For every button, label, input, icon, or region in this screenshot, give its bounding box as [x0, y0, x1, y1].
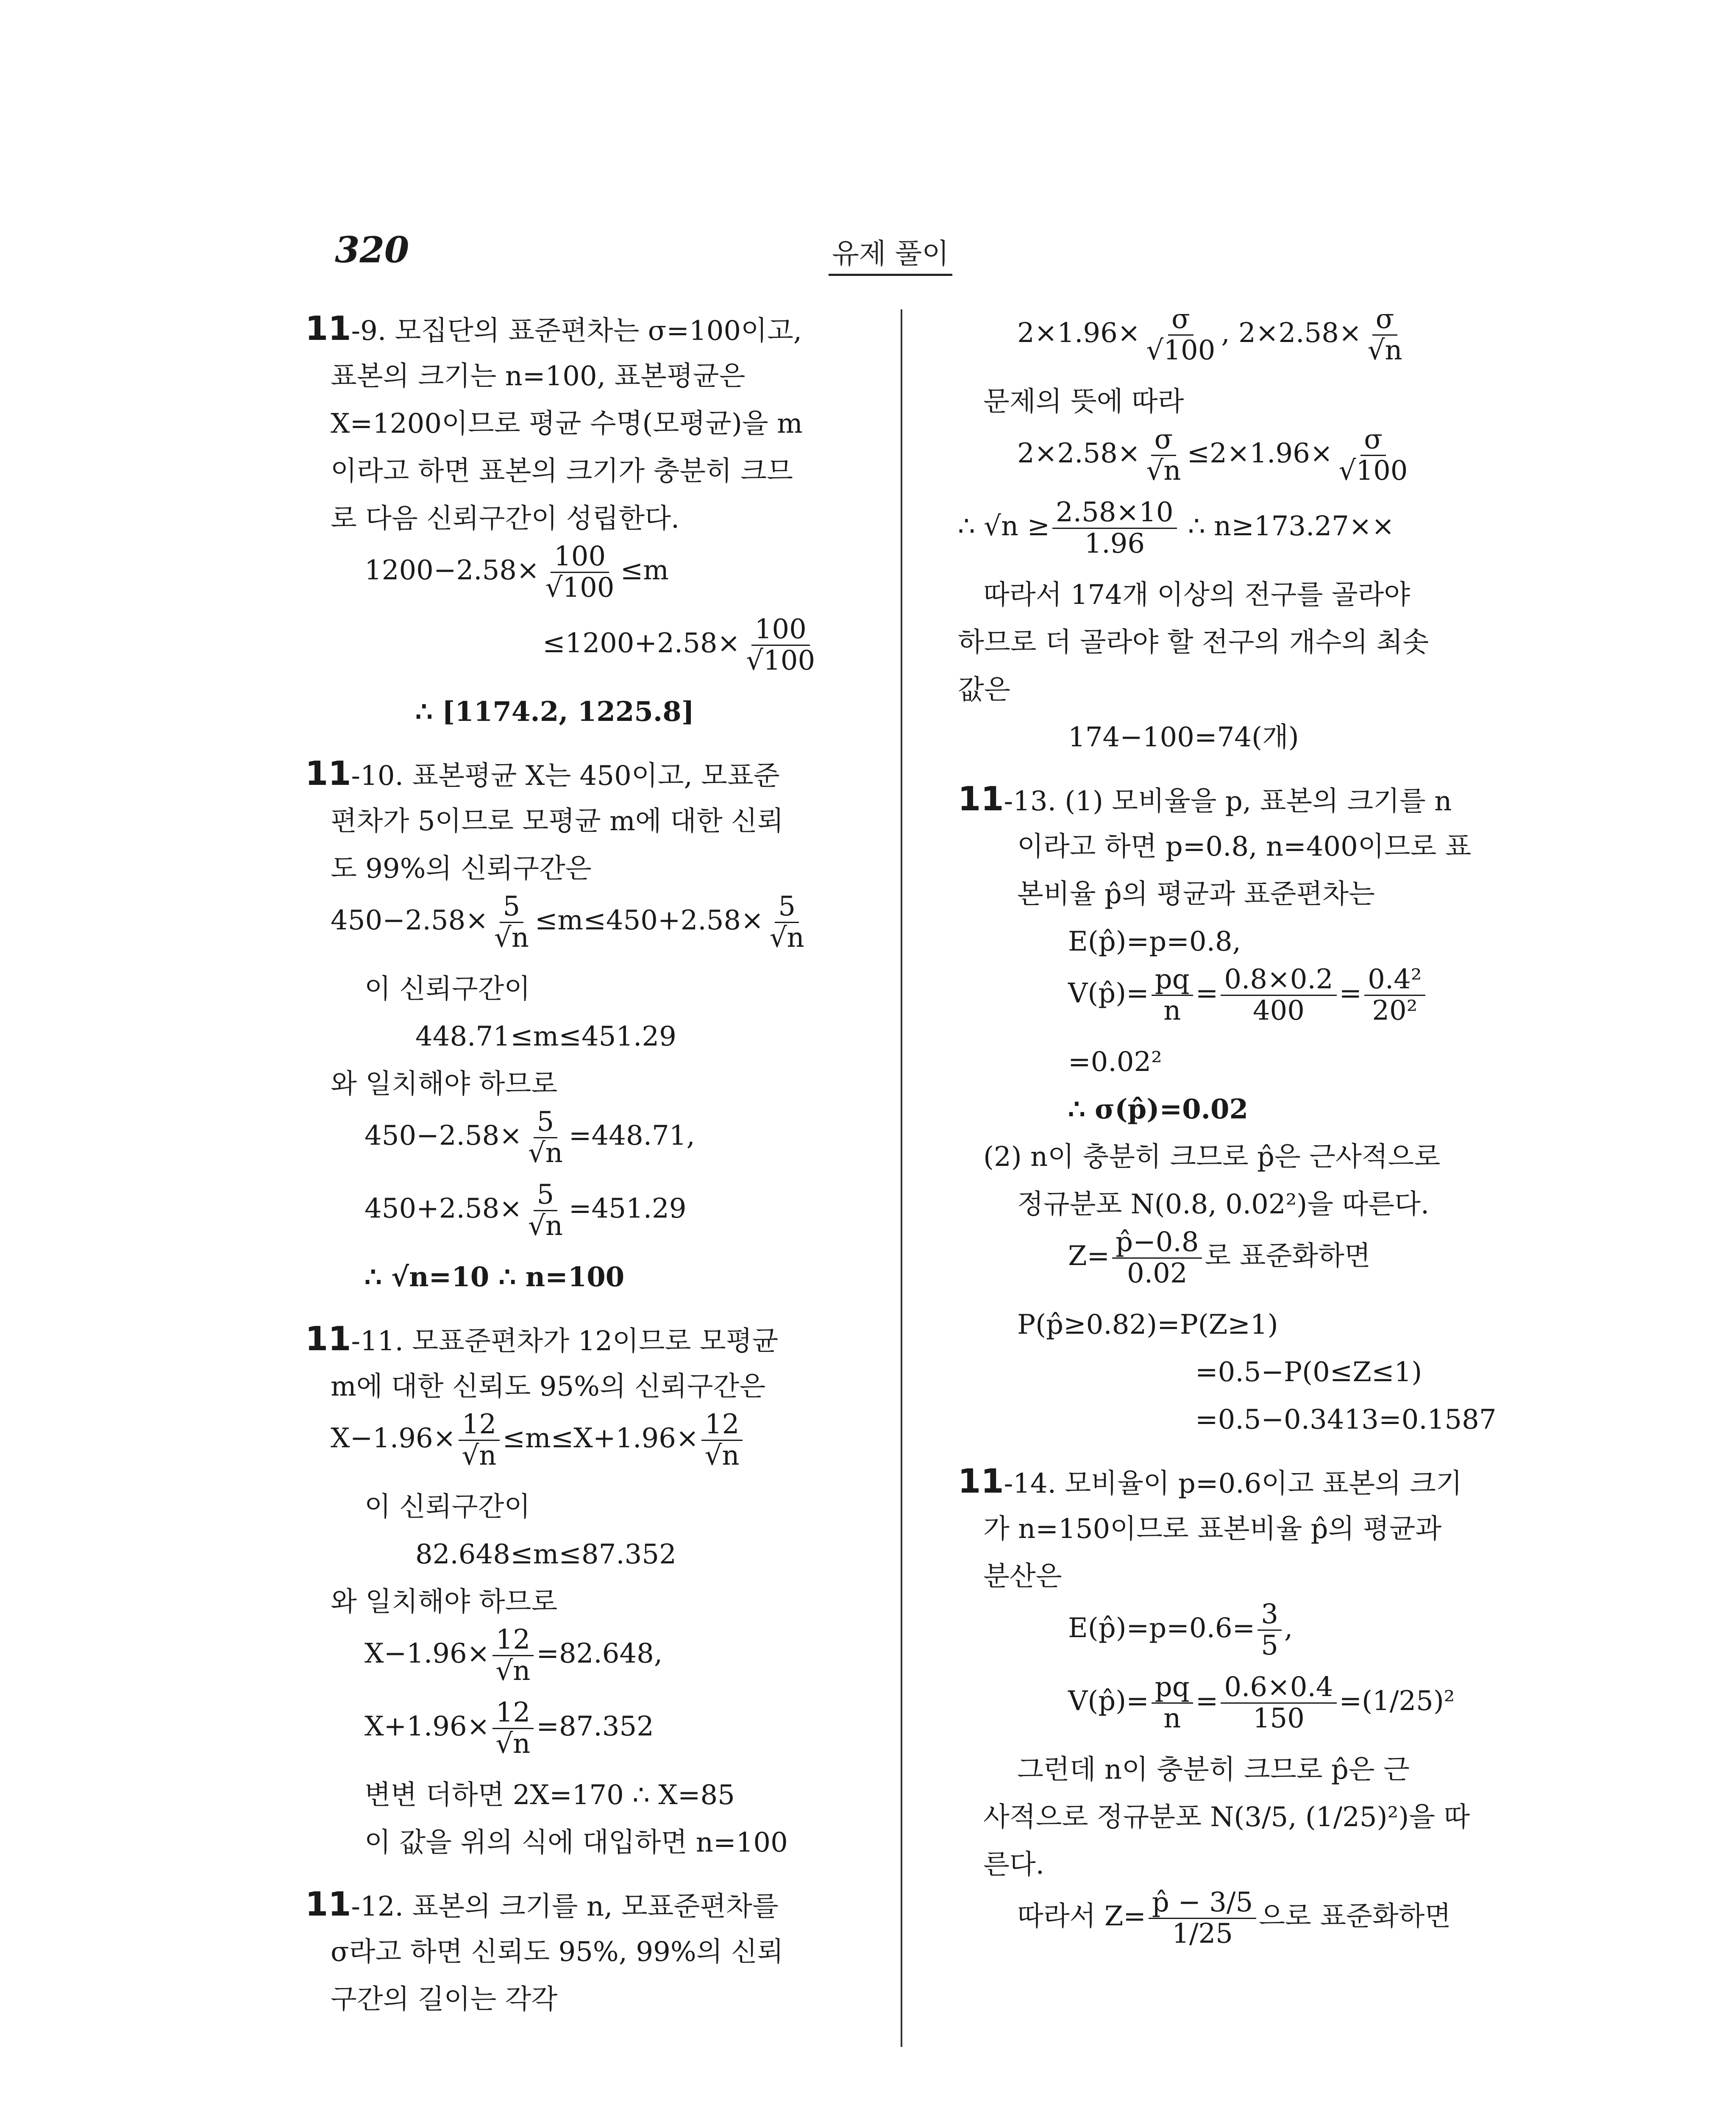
expr-part: ≤m≤X+1.96× — [502, 1423, 699, 1454]
fraction — [1152, 965, 1193, 1025]
text-line — [305, 688, 869, 736]
fraction-denominator: √n — [495, 1655, 531, 1687]
line-text: (2) n이 충분히 크므로 p̂은 근사적으로 — [983, 1141, 1441, 1173]
fraction-numerator: 5 — [534, 1181, 558, 1211]
line-text: ∴ [1174.2, 1225.8] — [415, 696, 694, 728]
fraction-denominator: n — [1163, 995, 1181, 1027]
section-gap — [305, 1866, 869, 1881]
fraction-denominator: √n — [495, 1728, 531, 1760]
line-text: 값은 — [958, 674, 1010, 706]
expr-part: ∴ n≥173.27×× — [1179, 511, 1395, 542]
fraction — [1335, 425, 1411, 485]
text-line — [305, 798, 869, 845]
text-line — [958, 965, 1522, 1038]
line-text: 이 신뢰구간이 — [364, 973, 531, 1005]
text-line — [305, 965, 869, 1013]
section-gap — [305, 1301, 869, 1315]
text-line — [958, 1458, 1522, 1505]
fraction-numerator: σ — [1372, 305, 1398, 336]
expr-part: =451.29 — [568, 1193, 687, 1225]
page-number: 320 — [335, 229, 409, 271]
fraction — [1152, 1673, 1193, 1733]
expr-part: ≤m≤450+2.58× — [534, 905, 764, 937]
expr-part: ≤m — [620, 555, 669, 587]
section-gap — [958, 1443, 1522, 1458]
expr-part: ∴ √n ≥ — [958, 511, 1050, 542]
text-line — [958, 1505, 1522, 1553]
fraction-numerator: 12 — [701, 1410, 743, 1441]
expr-part: V(p̂)= — [1068, 1685, 1149, 1717]
expr-part: 450+2.58× — [364, 1193, 522, 1225]
problem-label: -10. — [351, 760, 412, 792]
text-line — [958, 1841, 1522, 1888]
fraction — [1221, 1673, 1336, 1733]
text-line — [305, 1060, 869, 1108]
problem-label: -11. — [351, 1326, 412, 1357]
line-text: 모집단의 표준편차는 σ=100이고, — [395, 315, 802, 347]
line-text: =0.5−P(0≤Z≤1) — [1195, 1357, 1422, 1388]
expr-part: = — [1339, 978, 1362, 1009]
section-gap — [305, 736, 869, 750]
text-line — [305, 353, 869, 400]
expr-part: , 2×2.58× — [1221, 317, 1362, 349]
text-line — [305, 1531, 869, 1578]
text-line — [958, 1038, 1522, 1086]
expr-part: X+1.96× — [364, 1711, 490, 1743]
text-line — [958, 1553, 1522, 1600]
expr-part: 450−2.58× — [364, 1120, 522, 1152]
text-line — [958, 1746, 1522, 1794]
text-line — [305, 305, 869, 353]
fraction-numerator: p̂ − 3/5 — [1149, 1888, 1256, 1919]
fraction — [701, 1410, 743, 1470]
right-column — [958, 305, 1522, 1961]
left-column — [305, 305, 869, 2023]
line-text: 와 일치해야 하므로 — [331, 1586, 558, 1618]
fraction-numerator: 12 — [459, 1410, 500, 1441]
line-text: 따라서 174개 이상의 전구를 골라야 — [983, 579, 1410, 611]
fraction — [525, 1181, 566, 1240]
text-line — [958, 1301, 1522, 1349]
expr-part: E(p̂)=p=0.6= — [1068, 1613, 1255, 1644]
line-text: 이 값을 위의 식에 대입하면 n=100 — [364, 1827, 788, 1858]
fraction-numerator: pq — [1152, 1673, 1193, 1704]
line-text: (1) 모비율을 p, 표본의 크기를 n — [1065, 786, 1452, 817]
expr-part: 2×2.58× — [1017, 438, 1141, 470]
expr-part: ≤2×1.96× — [1187, 438, 1333, 470]
problem-number: 11 — [958, 1463, 1004, 1501]
text-line — [958, 776, 1522, 823]
fraction-denominator: √100 — [1338, 455, 1408, 487]
fraction-numerator: σ — [1360, 425, 1386, 456]
line-text: 정규분포 N(0.8, 0.02²)을 따른다. — [1017, 1189, 1430, 1220]
text-line — [305, 1315, 869, 1363]
fraction-numerator: σ — [1168, 305, 1194, 336]
line-text: m에 대한 신뢰도 95%의 신뢰구간은 — [331, 1371, 766, 1402]
fraction-denominator: √n — [769, 922, 804, 954]
fraction-denominator: n — [1163, 1703, 1181, 1735]
fraction-numerator: 2.58×10 — [1052, 498, 1177, 529]
expr-part: = — [1195, 1685, 1219, 1717]
expr-part: =(1/25)² — [1339, 1685, 1455, 1717]
fraction — [1143, 305, 1219, 365]
problem-number: 11 — [958, 780, 1004, 818]
line-text: 가 n=150이므로 표본비율 p̂의 평균과 — [983, 1513, 1442, 1545]
text-line — [305, 1108, 869, 1181]
expr-part: 2×1.96× — [1017, 317, 1141, 349]
text-line — [305, 1819, 869, 1866]
line-text: 모표준편차가 12이므로 모평균 — [412, 1326, 779, 1357]
text-line — [305, 448, 869, 495]
line-text: 도 99%의 신뢰구간은 — [331, 853, 592, 884]
section-gap — [958, 761, 1522, 776]
text-line — [958, 1133, 1522, 1181]
line-text: 174−100=74(개) — [1068, 722, 1299, 753]
text-line — [958, 571, 1522, 619]
text-line — [305, 615, 869, 688]
line-text: =0.02² — [1068, 1046, 1162, 1078]
text-line — [305, 1699, 869, 1771]
fraction — [1052, 498, 1177, 558]
fraction — [1149, 1888, 1256, 1948]
column-divider — [901, 309, 902, 2047]
fraction — [1364, 305, 1406, 365]
fraction-denominator: √100 — [1146, 335, 1216, 367]
text-line — [958, 1228, 1522, 1301]
fraction-denominator: 20² — [1372, 995, 1418, 1027]
fraction — [492, 1699, 534, 1758]
expr-part: X−1.96× — [364, 1638, 490, 1670]
text-line — [958, 918, 1522, 965]
text-line — [958, 870, 1522, 918]
line-text: 표본평균 X는 450이고, 모표준 — [412, 760, 780, 792]
line-text: 이라고 하면 표본의 크기가 충분히 크므 — [331, 456, 793, 487]
line-text: 그런데 n이 충분히 크므로 p̂은 근 — [1017, 1754, 1410, 1785]
text-line — [305, 1771, 869, 1819]
fraction — [743, 615, 818, 675]
text-line — [305, 1363, 869, 1410]
text-line — [305, 750, 869, 798]
expr-part: 1200−2.58× — [364, 555, 540, 587]
fraction-denominator: √n — [528, 1137, 563, 1169]
problem-number: 11 — [305, 755, 351, 793]
fraction-denominator: 5 — [1261, 1630, 1278, 1662]
text-line — [958, 619, 1522, 666]
line-text: 사적으로 정규분포 N(3/5, (1/25)²)을 따 — [983, 1802, 1470, 1833]
text-line — [958, 378, 1522, 425]
text-line — [958, 714, 1522, 761]
text-line — [305, 1976, 869, 2023]
fraction — [766, 893, 808, 952]
expr-part: =87.352 — [536, 1711, 654, 1743]
problem-number: 11 — [305, 1885, 351, 1924]
text-line — [305, 1578, 869, 1626]
fraction-numerator: p̂−0.8 — [1112, 1228, 1202, 1259]
fraction — [1364, 965, 1425, 1025]
fraction-numerator: 100 — [551, 542, 609, 573]
fraction — [1257, 1600, 1282, 1660]
fraction-numerator: 0.6×0.4 — [1221, 1673, 1336, 1704]
line-text: P(p̂≥0.82)=P(Z≥1) — [1017, 1309, 1278, 1340]
line-text: 이 신뢰구간이 — [364, 1491, 531, 1523]
expr-part: , — [1284, 1613, 1293, 1644]
fraction-denominator: √n — [1367, 335, 1402, 367]
line-text: 모비율이 p=0.6이고 표본의 크기 — [1065, 1468, 1462, 1499]
problem-label: -9. — [351, 315, 395, 347]
text-line — [305, 1181, 869, 1254]
text-line — [958, 1349, 1522, 1396]
fraction — [1143, 425, 1184, 485]
expr-part: V(p̂)= — [1068, 978, 1149, 1009]
text-line — [958, 305, 1522, 378]
text-line — [305, 1254, 869, 1301]
page-header-title: 유제 풀이 — [829, 231, 952, 276]
text-line — [958, 1888, 1522, 1961]
fraction-denominator: √n — [462, 1440, 497, 1472]
expr-part: 450−2.58× — [331, 905, 488, 937]
fraction-denominator: √n — [1146, 455, 1181, 487]
line-text: 표본의 크기를 n, 모표준편차를 — [412, 1891, 779, 1922]
fraction-numerator: 5 — [775, 893, 799, 923]
fraction-numerator: pq — [1152, 965, 1193, 996]
expr-part: =82.648, — [536, 1638, 663, 1670]
fraction-numerator: 5 — [500, 893, 524, 923]
line-text: 448.71≤m≤451.29 — [415, 1021, 676, 1052]
text-line — [958, 666, 1522, 714]
fraction-numerator: 0.8×0.2 — [1221, 965, 1336, 996]
fraction — [1112, 1228, 1202, 1288]
text-line — [305, 1928, 869, 1976]
fraction-numerator: 0.4² — [1364, 965, 1425, 996]
problem-label: -12. — [351, 1891, 412, 1922]
fraction-numerator: 100 — [751, 615, 810, 646]
fraction-numerator: 3 — [1257, 1600, 1282, 1631]
text-line — [958, 823, 1522, 870]
fraction — [458, 1410, 500, 1470]
fraction-denominator: 150 — [1252, 1703, 1305, 1735]
line-text: 표본의 크기는 n=100, 표본평균은 — [331, 361, 746, 392]
line-text: 이라고 하면 p=0.8, n=400이므로 표 — [1017, 831, 1472, 862]
fraction-numerator: σ — [1151, 425, 1177, 456]
line-text: 82.648≤m≤87.352 — [415, 1539, 676, 1570]
line-text: 변변 더하면 2X=170 ∴ X=85 — [364, 1780, 735, 1811]
line-text: σ라고 하면 신뢰도 95%, 99%의 신뢰 — [331, 1936, 784, 1968]
line-text: X=1200이므로 평균 수명(모평균)을 m — [331, 408, 803, 439]
text-line — [958, 1396, 1522, 1443]
line-text: E(p̂)=p=0.8, — [1068, 926, 1241, 957]
line-text: 문제의 뜻에 따라 — [983, 386, 1184, 417]
text-line — [305, 542, 869, 615]
problem-number: 11 — [305, 1320, 351, 1358]
fraction — [491, 893, 532, 952]
text-line — [958, 1600, 1522, 1673]
line-text: 구간의 길이는 각각 — [331, 1984, 558, 2015]
fraction-denominator: 1.96 — [1084, 528, 1145, 560]
fraction — [525, 1108, 566, 1168]
fraction-denominator: √100 — [746, 645, 815, 677]
expr-part: 으로 표준화하면 — [1259, 1901, 1451, 1933]
text-line — [958, 425, 1522, 498]
line-text: 분산은 — [983, 1561, 1062, 1592]
expr-part: 로 표준화하면 — [1205, 1240, 1371, 1272]
fraction — [492, 1626, 534, 1685]
problem-label: -13. — [1004, 786, 1065, 817]
line-text: ∴ σ(p̂)=0.02 — [1068, 1093, 1248, 1125]
expr-part: X−1.96× — [331, 1423, 456, 1454]
text-line — [305, 893, 869, 965]
text-line — [958, 498, 1522, 571]
line-text: 본비율 p̂의 평균과 표준편차는 — [1017, 879, 1375, 910]
text-line — [305, 400, 869, 448]
line-text: =0.5−0.3413=0.1587 — [1195, 1404, 1497, 1435]
text-line — [958, 1181, 1522, 1228]
line-text: 편차가 5이므로 모평균 m에 대한 신뢰 — [331, 806, 784, 837]
fraction — [1221, 965, 1336, 1025]
fraction-numerator: 12 — [492, 1699, 534, 1729]
fraction-denominator: 0.02 — [1127, 1258, 1188, 1290]
line-text: ∴ √n=10 ∴ n=100 — [364, 1261, 625, 1293]
expr-part: =448.71, — [568, 1120, 695, 1152]
line-text: 로 다음 신뢰구간이 성립한다. — [331, 503, 680, 534]
text-line — [958, 1086, 1522, 1133]
line-text: 와 일치해야 하므로 — [331, 1068, 558, 1100]
text-line — [305, 1410, 869, 1483]
fraction-denominator: 1/25 — [1172, 1918, 1233, 1950]
expr-part: ≤1200+2.58× — [542, 628, 740, 659]
text-line — [305, 495, 869, 542]
problem-label: -14. — [1004, 1468, 1065, 1499]
expr-part: 따라서 Z= — [1017, 1901, 1146, 1933]
text-line — [305, 845, 869, 893]
line-text: 하므로 더 골라야 할 전구의 개수의 최솟 — [958, 627, 1429, 658]
text-line — [958, 1673, 1522, 1746]
text-line — [305, 1881, 869, 1928]
fraction-denominator: √100 — [545, 572, 615, 604]
expr-part: Z= — [1068, 1240, 1110, 1272]
fraction-numerator: 12 — [492, 1626, 534, 1656]
fraction-denominator: √n — [704, 1440, 740, 1472]
line-text: 른다. — [983, 1849, 1044, 1880]
fraction — [542, 542, 618, 602]
problem-number: 11 — [305, 310, 351, 348]
fraction-denominator: 400 — [1252, 995, 1305, 1027]
text-line — [305, 1483, 869, 1531]
fraction-numerator: 5 — [534, 1108, 558, 1138]
text-line — [305, 1013, 869, 1060]
text-line — [305, 1626, 869, 1699]
fraction-denominator: √n — [494, 922, 529, 954]
expr-part: = — [1195, 978, 1219, 1009]
text-line — [958, 1794, 1522, 1841]
fraction-denominator: √n — [528, 1210, 563, 1242]
